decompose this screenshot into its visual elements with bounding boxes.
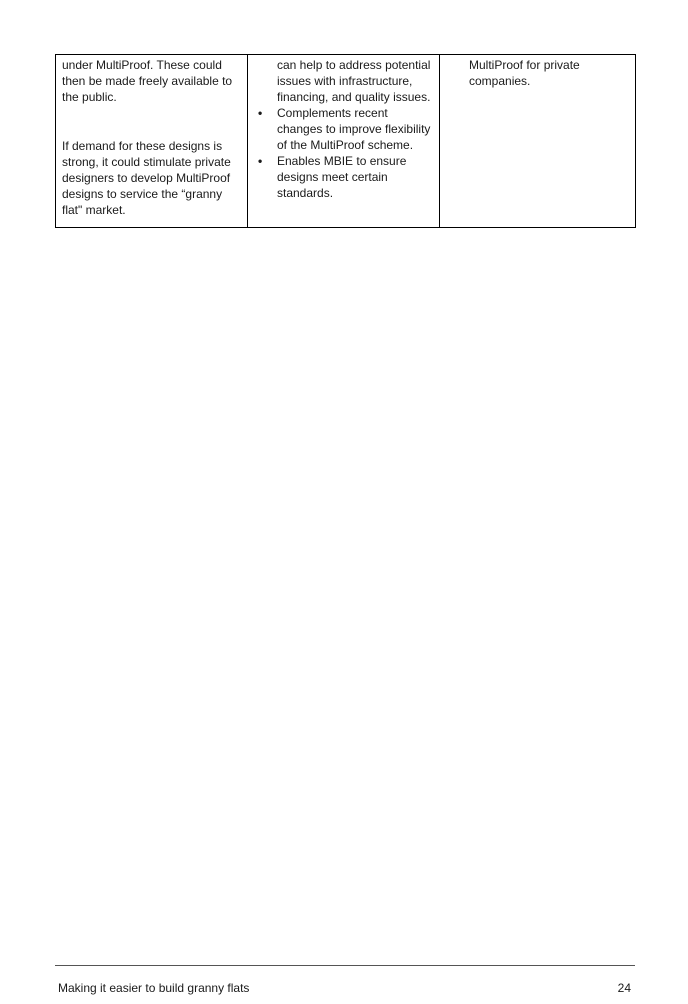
table-cell-risks bbox=[440, 55, 636, 228]
cell-paragraph: under MultiProof. These could then be made freely available to the public. bbox=[62, 58, 233, 104]
table-cell-benefits bbox=[248, 55, 440, 228]
list-item bbox=[254, 153, 433, 201]
cell-paragraph: MultiProof for private companies. bbox=[469, 58, 580, 88]
table-cell-description bbox=[56, 55, 248, 228]
table-row bbox=[56, 55, 636, 228]
paragraph-spacer bbox=[62, 105, 241, 138]
bullet-icon: • bbox=[258, 106, 263, 120]
list-item bbox=[254, 105, 433, 153]
footer-document-title: Making it easier to build granny flats bbox=[58, 981, 250, 995]
cell-paragraph: If demand for these designs is strong, it could stimulate private designers to develop MultiProof designs to service the “granny flat" market. bbox=[62, 139, 231, 217]
list-item-text: Complements recent changes to improve flexibility of the MultiProof scheme. bbox=[277, 106, 431, 152]
footer-page-number: 24 bbox=[617, 981, 631, 995]
bullet-icon: • bbox=[258, 154, 263, 168]
options-table bbox=[55, 54, 636, 228]
list-item-text: Enables MBIE to ensure designs meet certain standards. bbox=[277, 154, 407, 200]
bullet-continuation: can help to address potential issues with infrastructure, financing, and quality issues. bbox=[277, 58, 431, 104]
benefits-list bbox=[254, 105, 433, 201]
footer-divider bbox=[55, 965, 635, 966]
